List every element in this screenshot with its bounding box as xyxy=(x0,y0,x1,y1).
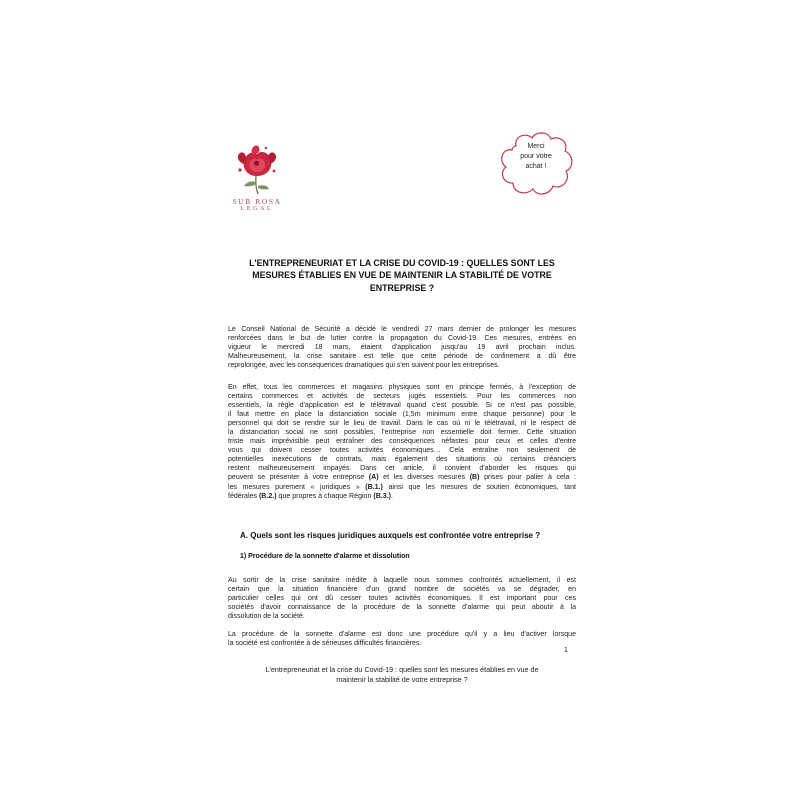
title-line: MESURES ÉTABLIES EN VUE DE MAINTENIR LA STABILITÉ DE VOTRE xyxy=(252,270,552,282)
text-line: vigueur le mercredi 18 mars, étaient d'application jusqu'au 19 avril prochain inclus. xyxy=(228,344,576,352)
footer-line: maintenir la stabilité de votre entreprise ? xyxy=(336,675,468,684)
brand-subtitle: LEGAL xyxy=(240,206,274,212)
text-line: renforcées dans le but de lutter contre la propagation du Covid-19. Ces mesures, entrées en xyxy=(228,335,576,343)
text-line: triste mais imprévisible peut entraîner des conséquences néfastes pour ceux et celles d'entre xyxy=(228,438,576,446)
text-line: certain que la situation financière d'un grand nombre de sociétés va se dégrader, en xyxy=(228,586,576,594)
text-line: restent malheureusement impayés. Dans cet article, il convient d'aborder les risques qui xyxy=(228,465,576,473)
context-paragraph xyxy=(228,383,576,501)
text-line: Au sortir de la crise sanitaire inédite à laquelle nous sommes confrontés actuellement, il est xyxy=(228,577,576,584)
text-line: dissolution de la société. xyxy=(228,613,305,621)
badge-line: Merci xyxy=(527,143,545,150)
page-footer xyxy=(228,665,576,685)
text-line: reprolongée, avec les conséquences dramatiques qui s'en suivent pour les entreprises. xyxy=(228,362,500,370)
text-line: essentiels, la règle d'application est le télétravail quand c'est possible. Si ce n'est pas possible, xyxy=(228,402,576,410)
title-line: ENTREPRISE ? xyxy=(369,282,435,294)
text-line: les mesures purement « juridiques » (B.1.) ainsi que les mesures de soutien économiques, tant xyxy=(228,483,576,491)
text-line: En effet, tous les commerces et magasins physiques sont en principe fermés, à l'exception de xyxy=(228,384,576,391)
intro-paragraph xyxy=(228,325,576,370)
badge-line: achat ! xyxy=(525,163,547,170)
text-line: certains commerces et activités de secteurs jugés essentiels. Pour les commerces non xyxy=(228,393,576,401)
page-number: 1 xyxy=(564,647,568,654)
subsection-heading-1: 1) Procédure de la sonnette d'alarme et dissolution xyxy=(240,553,410,560)
text-line: vous qui doivent cesser toutes activités économiques… Cela entraîne non seulement de xyxy=(228,447,576,455)
text-line: peuvent se présenter à votre entreprise (A) et les diverses mesures (B) prises pour palier à cela : xyxy=(228,474,576,482)
brand-name: SUB ROSA xyxy=(232,197,282,206)
text-line: particulier celles qui ont dû cesser toutes activités économiques. Il est important pour ces xyxy=(228,595,576,603)
text-line: La procédure de la sonnette d'alarme est donc une procédure qu'il y a lieu d'activer lorsque xyxy=(228,631,576,638)
thank-you-message xyxy=(506,142,566,172)
text-line: sociétés d'avoir connaissance de la procédure de la sonnette d'alarme qui peut aboutir à la xyxy=(228,604,576,612)
text-line: fédérales (B.2.) que propres à chaque Région (B.3.). xyxy=(228,492,393,500)
text-line: personnel qui doit se rendre sur le lieu de travail. Dans le cas où ni le télétravail, ni le respect de xyxy=(228,420,576,428)
text-line: la société est confrontée à de sérieuses difficultés financières. xyxy=(228,640,422,648)
section-heading-a: A. Quels sont les risques juridiques auxquels est confrontée votre entreprise ? xyxy=(240,531,541,540)
text-line: il faut mettre en place la distanciation sociale (1,5m minimum entre chaque personne) pour le xyxy=(228,411,576,419)
document-title xyxy=(246,258,559,295)
badge-line: pour votre xyxy=(520,153,552,160)
text-line: potentielles inexécutions de contrats, mais également des situations où certains créanciers xyxy=(228,456,576,464)
title-line: L'ENTREPRENEURIAT ET LA CRISE DU COVID-19 : QUELLES SONT LES xyxy=(249,258,555,269)
text-line: Malheureusement, la crise sanitaire est telle que cette période de confinement a dû être xyxy=(228,353,576,361)
text-line: Le Conseil National de Sécurité a décidé le vendredi 27 mars dernier de prolonger les mesures xyxy=(228,326,576,333)
alarm-procedure-paragraph xyxy=(228,576,576,621)
alarm-definition-paragraph xyxy=(228,630,576,648)
text-line: la distanciation social ne sont possibles, l'entreprise non essentielle doit fermer. Cette situation xyxy=(228,429,576,437)
footer-line: L'entrepreneuriat et la crise du Covid-19 : quelles sont les mesures établies en vue de xyxy=(265,665,539,674)
